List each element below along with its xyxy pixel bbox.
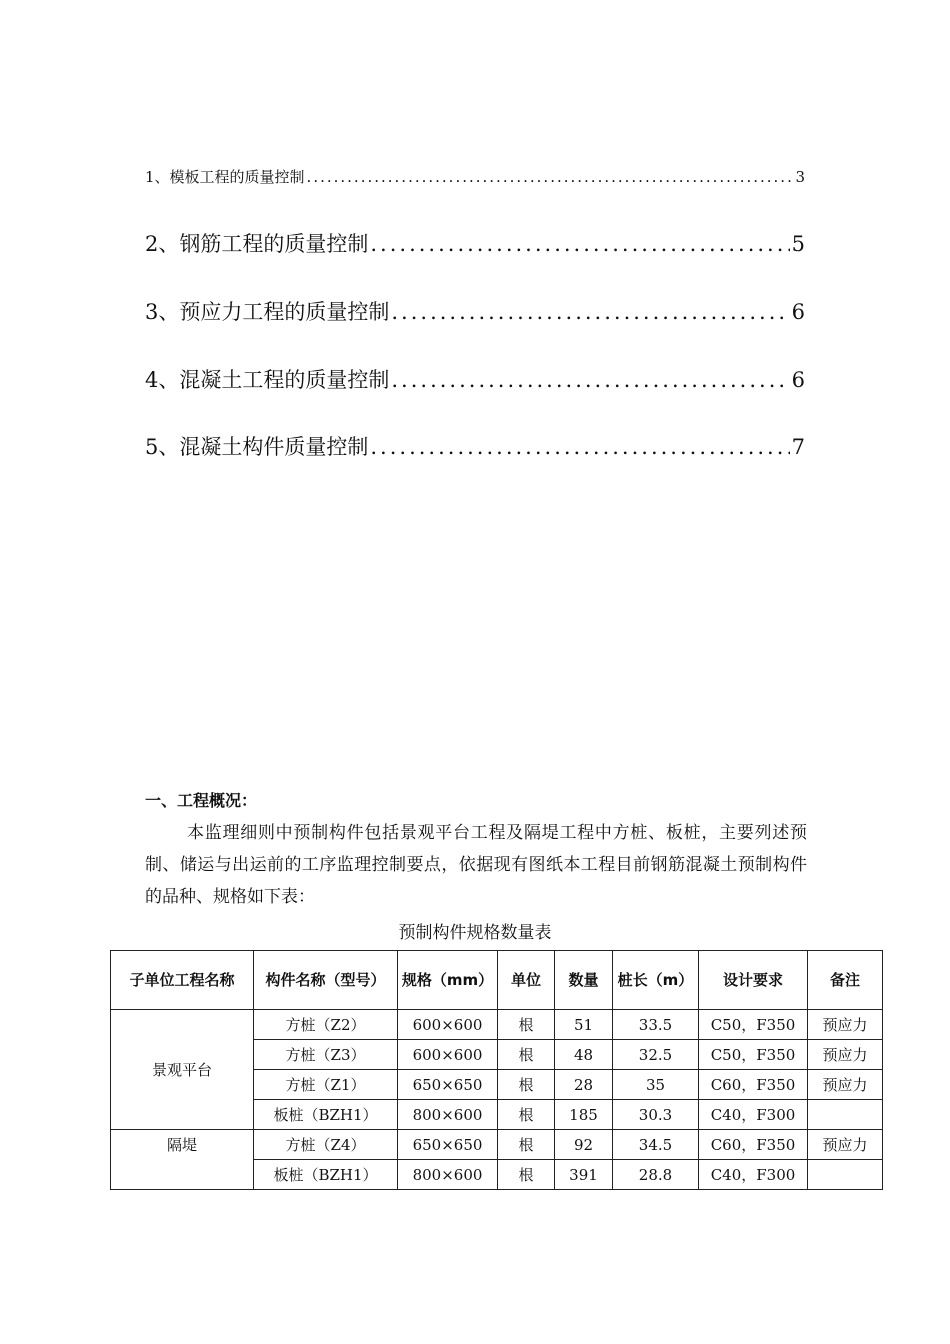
toc-entry-label: 4、混凝土工程的质量控制 [145, 368, 390, 392]
cell: 32.5 [613, 1040, 699, 1070]
column-header: 规格（mm） [398, 951, 498, 1010]
cell: 方桩（Z1） [254, 1070, 398, 1100]
cell: 根 [498, 1010, 555, 1040]
column-header: 数量 [555, 951, 613, 1010]
cell: 根 [498, 1130, 555, 1160]
cell: 51 [555, 1010, 613, 1040]
column-header: 设计要求 [699, 951, 808, 1010]
section-paragraph: 本监理细则中预制构件包括景观平台工程及隔堤工程中方桩、板桩，主要列述预制、储运与出运前的工序监理控制要点，依据现有图纸本工程目前钢筋混凝土预制构件的品种、规格如下表： [145, 823, 807, 907]
cell: 板桩（BZH1） [254, 1160, 398, 1190]
cell: 预应力 [808, 1040, 883, 1070]
cell: 800×600 [398, 1100, 498, 1130]
cell: C50，F350 [699, 1040, 808, 1070]
cell: 185 [555, 1100, 613, 1130]
column-header: 桩长（m） [613, 951, 699, 1010]
toc-entry-label: 5、混凝土构件质量控制 [145, 435, 369, 459]
toc-entry-label: 3、预应力工程的质量控制 [145, 300, 390, 324]
cell: 预应力 [808, 1070, 883, 1100]
toc-entry[interactable] [145, 364, 805, 394]
cell: C60，F350 [699, 1070, 808, 1100]
table-caption: 预制构件规格数量表 [398, 923, 552, 943]
cell: 35 [613, 1070, 699, 1100]
cell: 33.5 [613, 1010, 699, 1040]
group-cell: 景观平台 [111, 1010, 254, 1130]
cell: 方桩（Z2） [254, 1010, 398, 1040]
toc-entry-page: 5 [791, 232, 805, 256]
cell: 板桩（BZH1） [254, 1100, 398, 1130]
cell: 34.5 [613, 1130, 699, 1160]
cell: C40，F300 [699, 1160, 808, 1190]
toc-entry-label: 1、模板工程的质量控制 [145, 168, 305, 186]
cell: C60，F350 [699, 1130, 808, 1160]
cell [808, 1160, 883, 1190]
cell: 28 [555, 1070, 613, 1100]
toc-dot-leader [391, 300, 789, 324]
cell: 600×600 [398, 1010, 498, 1040]
cell: 48 [555, 1040, 613, 1070]
column-header: 子单位工程名称 [111, 951, 254, 1010]
cell: C50，F350 [699, 1010, 808, 1040]
cell: C40，F300 [699, 1100, 808, 1130]
toc-dot-leader [391, 368, 789, 392]
cell: 方桩（Z3） [254, 1040, 398, 1070]
cell: 预应力 [808, 1010, 883, 1040]
toc-entry-label: 2、钢筋工程的质量控制 [145, 232, 369, 256]
cell: 30.3 [613, 1100, 699, 1130]
cell: 92 [555, 1130, 613, 1160]
cell: 391 [555, 1160, 613, 1190]
toc-dot-leader [370, 232, 789, 256]
cell: 根 [498, 1160, 555, 1190]
toc-entry-page: 7 [791, 435, 805, 459]
toc-entry[interactable] [145, 431, 805, 461]
cell: 根 [498, 1070, 555, 1100]
table-row [111, 1010, 883, 1040]
column-header: 备注 [808, 951, 883, 1010]
spec-table [110, 950, 883, 1190]
toc-entry[interactable] [145, 296, 805, 326]
cell [808, 1100, 883, 1130]
cell: 28.8 [613, 1160, 699, 1190]
group-cell: 隔堤 [111, 1130, 254, 1190]
cell: 600×600 [398, 1040, 498, 1070]
table-row [111, 1130, 883, 1160]
section-heading: 一、工程概况： [145, 791, 258, 810]
toc-entry-page: 6 [791, 368, 805, 392]
cell: 根 [498, 1100, 555, 1130]
toc-entry[interactable] [145, 166, 805, 187]
cell: 预应力 [808, 1130, 883, 1160]
toc-entry[interactable] [145, 228, 805, 258]
toc-entry-page: 3 [795, 168, 805, 186]
cell: 根 [498, 1040, 555, 1070]
cell: 800×600 [398, 1160, 498, 1190]
cell: 650×650 [398, 1130, 498, 1160]
cell: 650×650 [398, 1070, 498, 1100]
toc-entry-page: 6 [791, 300, 805, 324]
cell: 方桩（Z4） [254, 1130, 398, 1160]
toc-dot-leader [370, 435, 789, 459]
toc-dot-leader [307, 168, 794, 186]
column-header: 构件名称（型号） [254, 951, 398, 1010]
column-header: 单位 [498, 951, 555, 1010]
table-header-row [111, 951, 883, 1010]
